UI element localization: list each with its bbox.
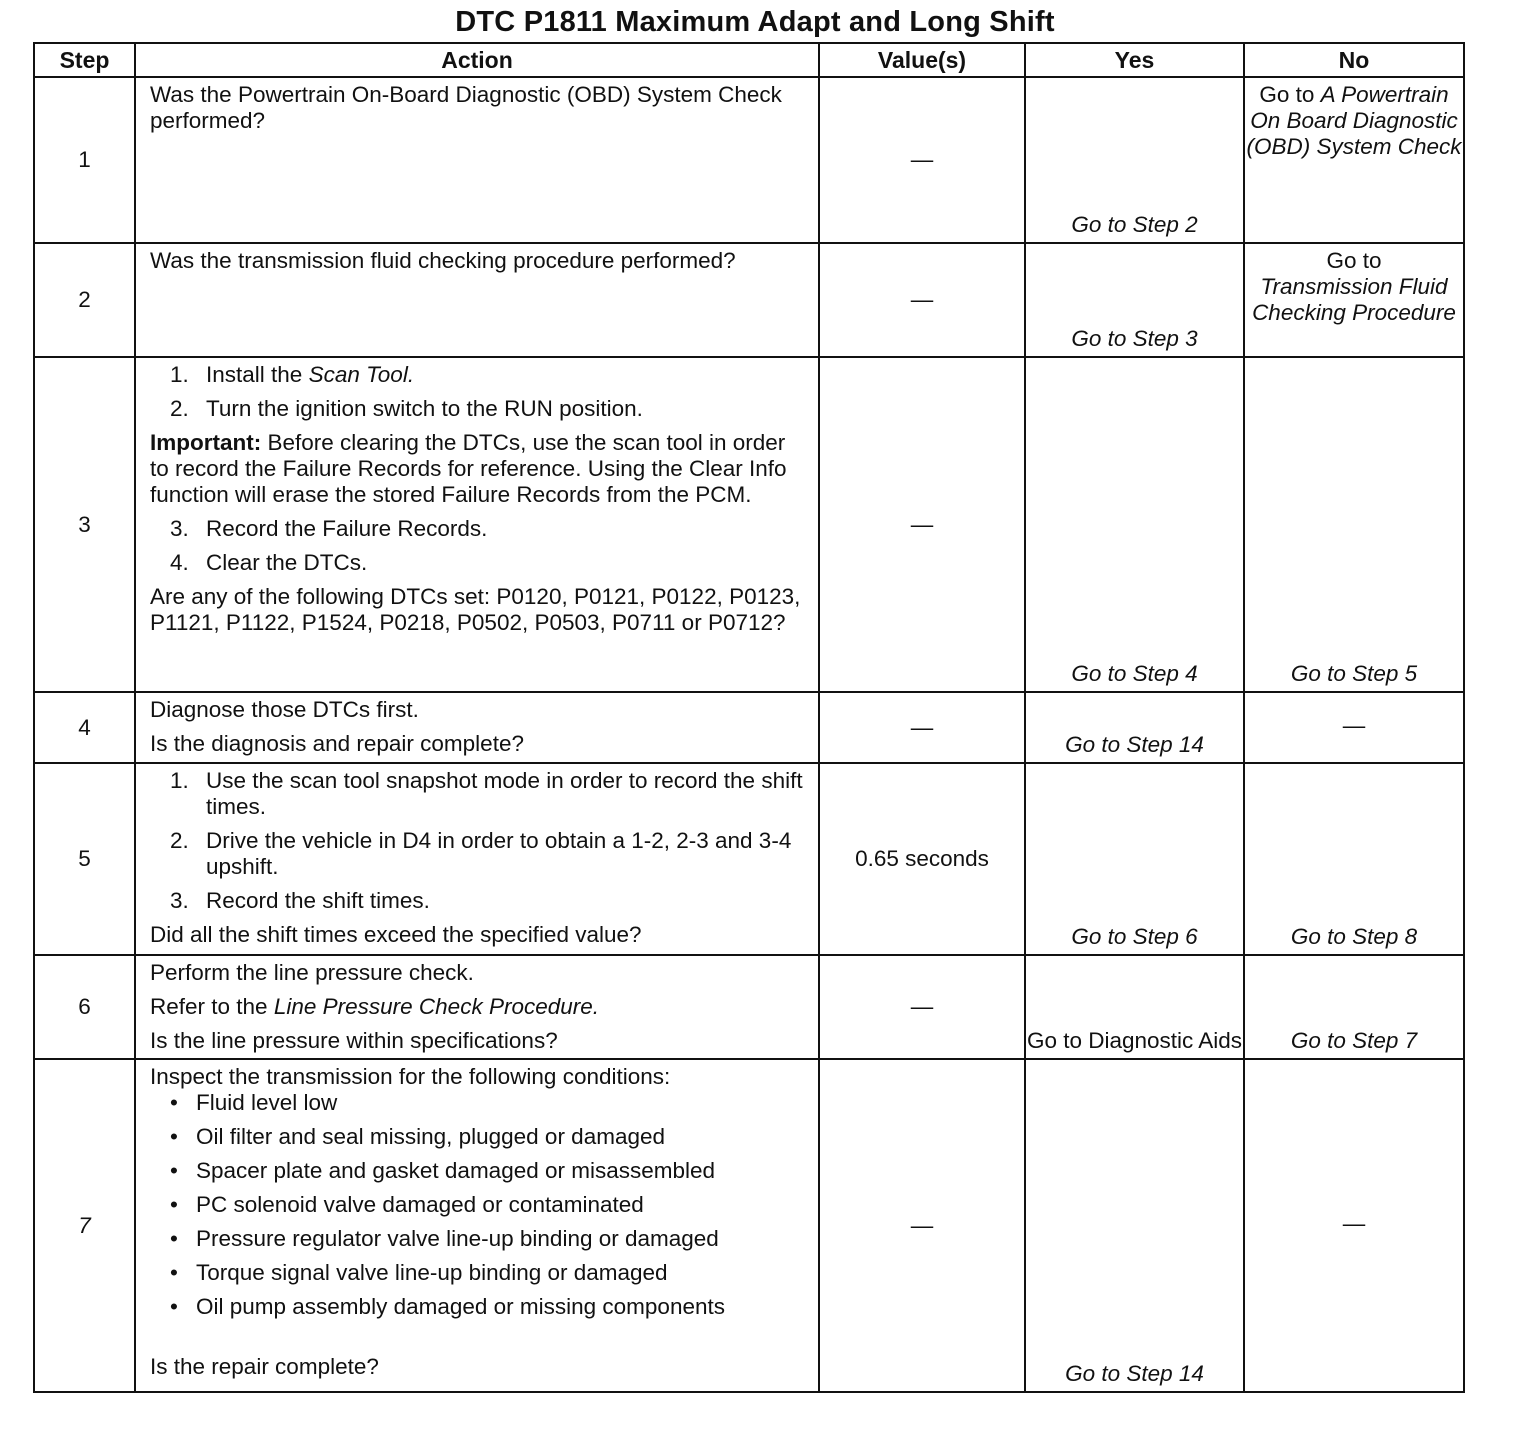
yes-link[interactable] [1025,357,1244,692]
list-item [170,1158,810,1184]
bullet-text: Oil filter and seal missing, plugged or damaged [196,1124,666,1149]
no-target: Transmission Fluid Checking Procedure [1252,274,1456,325]
yes-text: Go to Step 2 [1071,212,1198,237]
step-num: 1. [170,768,189,793]
list-item [170,828,810,880]
yes-link[interactable] [1025,1059,1244,1392]
list-item [170,1124,810,1150]
action-question: Is the line pressure within specifications? [150,1028,558,1053]
step-number: 1 [34,77,135,243]
yes-link[interactable] [1025,77,1244,243]
no-cell: — [1244,692,1464,763]
action-cell [135,763,819,955]
refer-link[interactable]: Line Pressure Check Procedure. [273,994,600,1019]
important-label: Important: [150,430,262,455]
list-item [170,1226,810,1252]
action-cell [135,357,819,692]
bullet-text: Spacer plate and gasket damaged or misassembled [196,1158,716,1183]
yes-text: Go to Step 6 [1071,924,1198,949]
bullet-icon: • [170,1090,178,1115]
no-link[interactable] [1244,763,1464,955]
refer-text: Refer to the [150,994,268,1019]
table-row [34,692,1464,763]
bullet-text: Pressure regulator valve line-up binding or damaged [196,1226,719,1251]
yes-text: Go to Step 14 [1065,1361,1204,1386]
value-cell: — [819,243,1025,357]
no-link[interactable] [1244,243,1464,357]
step-number: 2 [34,243,135,357]
step-text: Turn the ignition switch to the RUN position. [206,396,643,421]
no-cell: — [1244,1059,1464,1392]
step-num: 2. [170,828,189,853]
bullet-text: Fluid level low [196,1090,338,1115]
value-cell: — [819,692,1025,763]
important-text: Before clearing the DTCs, use the scan tool in order to record the Failure Records for reference. Using the Clear Info function will erase the stored Failure Records from the PCM. [150,430,787,507]
no-link[interactable] [1244,955,1464,1059]
step-text: Record the Failure Records. [206,516,488,541]
list-item [170,550,810,576]
table-row [34,1059,1464,1392]
step-num: 3. [170,888,189,913]
list-item [170,1090,810,1116]
bullet-text: Oil pump assembly damaged or missing components [196,1294,725,1319]
bullet-icon: • [170,1124,178,1149]
table-row [34,357,1464,692]
header-values: Value(s) [819,43,1025,77]
step-number: 7 [34,1059,135,1392]
action-cell [135,243,819,357]
action-cell [135,1059,819,1392]
table-row [34,763,1464,955]
step-num: 3. [170,516,189,541]
bullet-text: PC solenoid valve damaged or contaminated [196,1192,644,1217]
action-line: Perform the line pressure check. [150,960,474,985]
yes-text: Go to Step 4 [1071,661,1198,686]
bullet-text: Torque signal valve line-up binding or damaged [196,1260,668,1285]
action-cell [135,77,819,243]
yes-text: Go to Step 3 [1071,326,1198,351]
action-cell [135,692,819,763]
header-yes: Yes [1025,43,1244,77]
yes-link[interactable] [1025,692,1244,763]
action-question: Was the transmission fluid checking procedure performed? [150,248,736,273]
step-number: 5 [34,763,135,955]
yes-text: Go to Diagnostic Aids [1026,1028,1243,1053]
action-question: Is the diagnosis and repair complete? [150,731,524,756]
no-prefix: Go to [1259,82,1315,107]
no-prefix: Go to [1326,248,1382,273]
table-row [34,77,1464,243]
list-item [170,888,810,914]
list-item [170,396,810,422]
list-item [170,1294,810,1320]
step-num: 4. [170,550,189,575]
header-no: No [1244,43,1464,77]
important-note [150,430,810,508]
step-num: 2. [170,396,189,421]
no-link[interactable] [1244,357,1464,692]
step-number: 6 [34,955,135,1059]
action-intro: Inspect the transmission for the following conditions: [150,1064,671,1089]
value-cell: — [819,1059,1025,1392]
step-text: Install the [206,362,303,387]
action-question: Are any of the following DTCs set: P0120, P0121, P0122, P0123, P1121, P1122, P1524, P0218, P0502, P0503, P0711 or P0712? [150,584,801,635]
page-title: DTC P1811 Maximum Adapt and Long Shift [455,6,1055,38]
step-text: Record the shift times. [206,888,430,913]
diagnostic-table [33,42,1465,1393]
step-text: Clear the DTCs. [206,550,368,575]
action-cell [135,955,819,1059]
no-text: Go to Step 5 [1290,661,1418,686]
list-item [170,768,810,820]
value-cell: 0.65 seconds [819,763,1025,955]
no-text: Go to Step 8 [1290,924,1418,949]
list-item [170,516,810,542]
table-row [34,243,1464,357]
table-header-row [34,43,1464,77]
yes-link[interactable] [1025,955,1244,1059]
bullet-icon: • [170,1294,178,1319]
yes-link[interactable] [1025,763,1244,955]
action-question: Did all the shift times exceed the specified value? [150,922,642,947]
yes-link[interactable] [1025,243,1244,357]
no-target: A Powertrain On Board Diagnostic (OBD) System Check [1246,82,1462,159]
yes-text: Go to Step 14 [1065,732,1204,757]
step-text: Drive the vehicle in D4 in order to obtain a 1-2, 2-3 and 3-4 upshift. [206,828,792,879]
step-text: Use the scan tool snapshot mode in order to record the shift times. [206,768,803,819]
list-item [170,362,810,388]
value-cell: — [819,77,1025,243]
step-number: 3 [34,357,135,692]
bullet-icon: • [170,1158,178,1183]
condition-list [150,1090,810,1320]
table-row [34,955,1464,1059]
value-cell: — [819,955,1025,1059]
no-text: Go to Step 7 [1290,1028,1418,1053]
bullet-icon: • [170,1260,178,1285]
action-question: Was the Powertrain On-Board Diagnostic (OBD) System Check performed? [150,82,782,133]
step-link: Scan Tool. [308,362,415,387]
list-item [170,1192,810,1218]
header-step: Step [34,43,135,77]
header-action: Action [135,43,819,77]
no-link[interactable] [1244,77,1464,243]
bullet-icon: • [170,1226,178,1251]
step-num: 1. [170,362,189,387]
step-number: 4 [34,692,135,763]
action-line: Diagnose those DTCs first. [150,697,419,722]
value-cell: — [819,357,1025,692]
list-item [170,1260,810,1286]
bullet-icon: • [170,1192,178,1217]
action-question: Is the repair complete? [150,1354,379,1379]
action-refer [150,994,810,1020]
